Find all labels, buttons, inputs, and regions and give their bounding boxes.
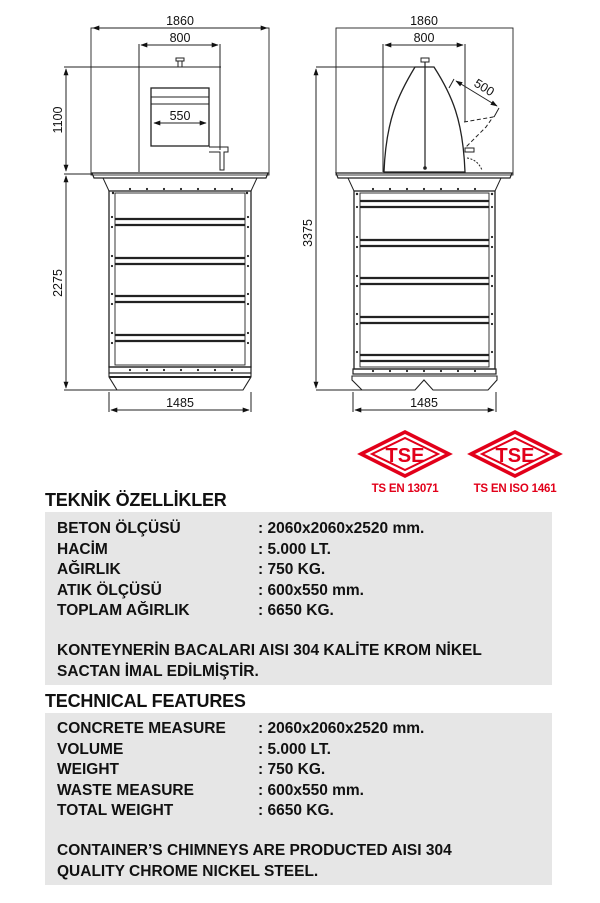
- spec-value: : 5.000 LT.: [258, 740, 331, 758]
- spec-label: VOLUME: [57, 740, 124, 758]
- certifications: [355, 428, 575, 503]
- dim-side-1860: 1860: [410, 14, 438, 28]
- spec-value: : 750 KG.: [258, 561, 326, 578]
- dim-front-550: 550: [169, 109, 191, 123]
- spec-label: HACİM: [57, 540, 108, 558]
- dim-side-500: 500: [471, 76, 497, 100]
- dim-side-800: 800: [413, 31, 435, 45]
- spec-label: TOPLAM AĞIRLIK: [57, 602, 190, 619]
- spec-label: WEIGHT: [57, 761, 119, 778]
- cert-tse-en-13071: [355, 428, 465, 495]
- spec-value: : 600x550 mm.: [258, 781, 364, 799]
- front-view-bolts: [111, 188, 249, 371]
- dim-front-1485: 1485: [166, 396, 194, 410]
- spec-value: : 5.000 LT.: [258, 540, 331, 558]
- tse-logo-icon: [355, 428, 465, 480]
- cert-tse-en-iso-1461: [465, 428, 575, 495]
- note-line: CONTAINER’S CHIMNEYS ARE PRODUCTED AISI 304: [57, 842, 452, 859]
- technical-drawing: [0, 0, 600, 420]
- section-title-turkish: TEKNİK ÖZELLİKLER: [45, 490, 227, 510]
- dim-side-1485: 1485: [410, 396, 438, 410]
- front-view: [64, 28, 269, 412]
- drawing-svg: [0, 0, 600, 420]
- cert-label: TS EN ISO 1461: [473, 483, 557, 495]
- spec-value: : 6650 KG.: [258, 602, 334, 619]
- spec-panel-turkish: [45, 512, 552, 685]
- note-line: QUALITY CHROME NICKEL STEEL.: [57, 862, 319, 880]
- dim-front-1860: 1860: [166, 14, 194, 28]
- cert-label: TS EN 13071: [371, 483, 439, 495]
- spec-label: CONCRETE MEASURE: [57, 720, 226, 737]
- spec-value: : 750 KG.: [258, 761, 326, 778]
- note-line: SACTAN İMAL EDİLMİŞTİR.: [57, 662, 259, 680]
- side-view-bolts: [356, 188, 493, 372]
- svg-text:TSE: TSE: [385, 445, 425, 467]
- spec-value: : 600x550 mm.: [258, 581, 364, 599]
- section-title-english: TECHNICAL FEATURES: [45, 691, 246, 711]
- note-line: KONTEYNERİN BACALARI AISI 304 KALİTE KROM NİKEL: [57, 642, 482, 659]
- material-note-english: [57, 841, 547, 882]
- spec-value: : 6650 KG.: [258, 802, 334, 819]
- material-note-turkish: [57, 641, 547, 682]
- dim-front-800: 800: [169, 31, 191, 45]
- spec-label: WASTE MEASURE: [57, 781, 194, 799]
- svg-text:TSE: TSE: [495, 445, 535, 467]
- dim-side-3375: 3375: [301, 219, 315, 247]
- dim-front-1100: 1100: [51, 106, 65, 134]
- dim-front-2275: 2275: [51, 269, 65, 297]
- spec-label: BETON ÖLÇÜSÜ: [57, 520, 181, 537]
- tse-logo-icon: [465, 428, 575, 480]
- spec-panel-english: [45, 713, 552, 885]
- spec-value: : 2060x2060x2520 mm.: [258, 720, 425, 737]
- spec-label: ATIK ÖLÇÜSÜ: [57, 581, 162, 599]
- spec-label: TOTAL WEIGHT: [57, 802, 174, 819]
- spec-value: : 2060x2060x2520 mm.: [258, 520, 425, 537]
- spec-label: AĞIRLIK: [57, 561, 121, 578]
